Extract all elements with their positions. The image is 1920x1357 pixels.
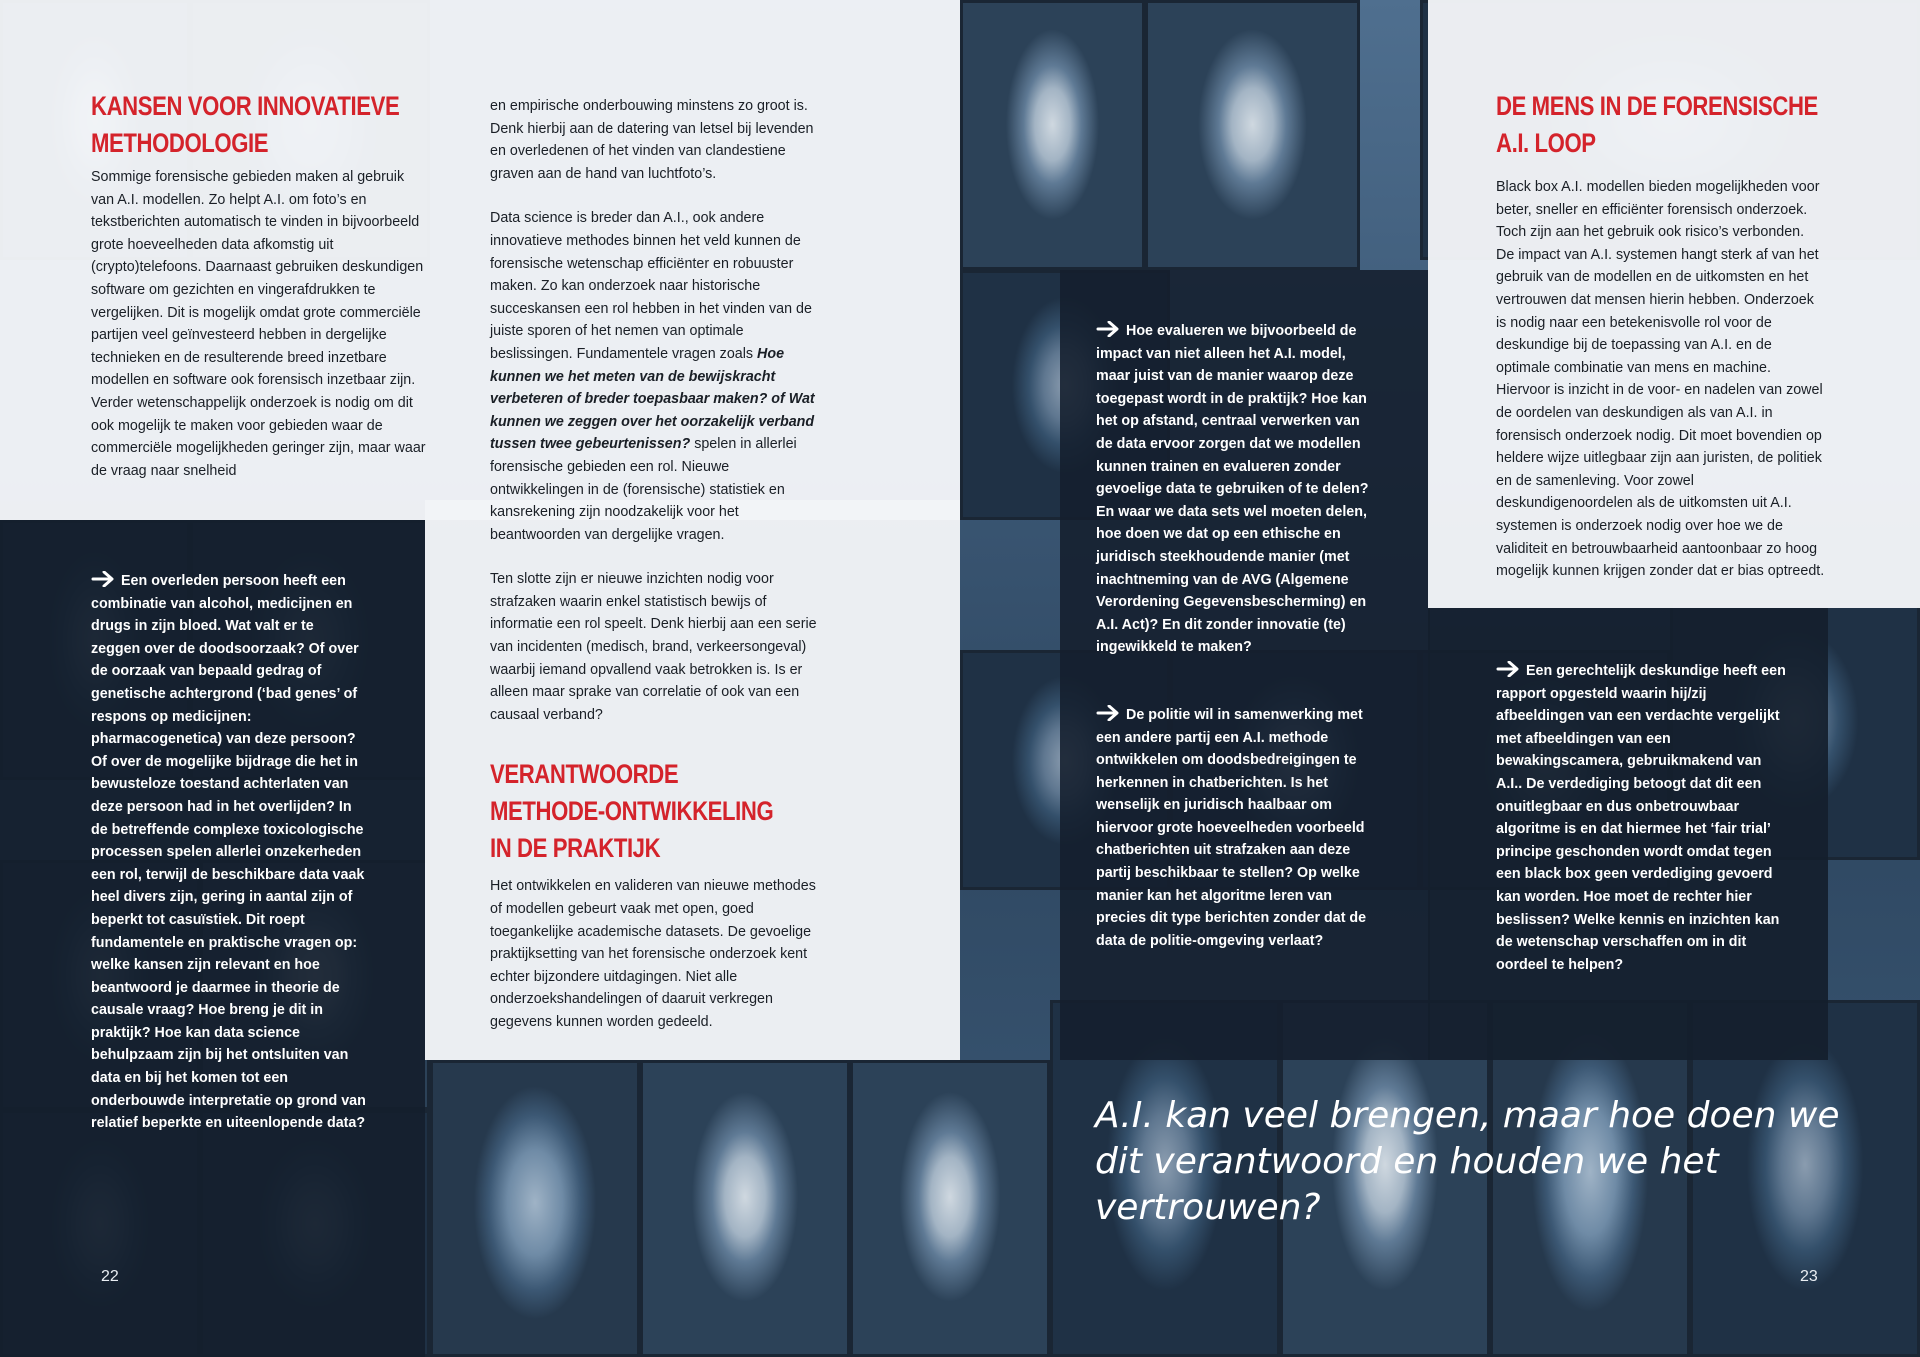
heading-kansen: KANSEN VOOR INNOVATIEVE METHODOLOGIE [91,91,400,158]
arrow-right-icon [1496,661,1522,677]
heading-de-mens: DE MENS IN DE FORENSISCHE A.I. LOOP [1496,91,1818,158]
arrow-right-icon [1096,705,1122,721]
column-1 [91,88,431,482]
right-center-cases [1096,320,1376,952]
face-tile [960,0,1145,270]
left-case-text: Een overleden persoon heeft een combinatie van alcohol, medicijnen en drugs in zijn bloed. Wat valt er te zeggen over de doodsoorzaak? Of over de oorzaak van bepaald gedrag of genetische achtergrond (‘bad genes’ of respons op medicijnen: pharmacogenetica) van deze persoon? Of over de mogelijke bijdrage die het in bewusteloze toestand achterlaten van deze persoon had in het overlijden? In de betreffende complexe toxicologische processen spelen allerlei onzekerheden een rol, terwijl de beschikbare data vaak heel divers zijn, gering in aantal zijn of beperkt tot casuïstiek. Dit roept fundamentele en praktische vragen op: welke kansen zijn relevant en hoe beantwoord je daarmee in theorie de causale vraag? Hoe breng je dit in praktijk? Hoe kan data science behulpzaam zijn bij het ontsluiten van data en bij het komen tot een onderbouwde interpretatie op grond van relatief beperkte en uiteenlopende data? [91,573,366,1132]
face-tile [640,1060,850,1357]
face-tile [850,1060,1050,1357]
column-4 [1496,88,1826,583]
heading-verantwoorde: VERANTWOORDE METHODE-ONTWIKKELING IN DE PRAKTIJK [490,759,774,864]
right-case-2-text: De politie wil in samenwerking met een andere partij een A.I. methode ontwikkelen om doodsbedreigingen te herkennen in chatberichten. Is het wenselijk en juridisch haalbaar om hiervoor grote hoeveelheden voorbeeld chatberichten uit strafzaken aan deze partij beschikbaar te stellen? Op welke manier kan het algoritme leren van precies dit type berichten zonder dat de data de politie-omgeving verlaat? [1096,706,1367,949]
column-2-para-3: Ten slotte zijn er nieuwe inzichten nodig voor strafzaken waarin enkel statistisch bewijs of informatie een rol speelt. Denk hierbij aan een serie van incidenten (medisch, brand, verkeersongeval) waarbij iemand opvallend vaak betrokken is. Is er alleen maar sprake van correlatie of ook van een causaal verband? [490,571,817,723]
column-2-para-2: Data science is breder dan A.I., ook andere innovatieve methodes binnen het veld kunnen de forensische wetenschap efficiënter en robuuster maken. Zo kan onderzoek naar historische succeskansen een rol hebben in het vinden van de juiste sporen of het nemen van optimale beslissingen. Fundamentele vragen zoals Hoe kunnen we het meten van de bewijskracht verbeteren of breder toepasbaar maken? of Wat kunnen we zeggen over het oorzakelijk verband tussen twee gebeurtenissen? spelen in allerlei forensische gebieden een rol. Nieuwe ontwikkelingen in de (forensische) statistiek en kansrekening zijn noodzakelijk voor het beantwoorden van dergelijke vragen. [490,210,815,543]
column-4-text: Black box A.I. modellen bieden mogelijkheden voor beter, sneller en efficiënter forensisch onderzoek. Toch zijn aan het gebruik ook risico’s verbonden. De impact van A.I. systemen hangt sterk af van het gebruik van de modellen en de uitkomsten en het vertrouwen dat mensen hierin hebben. Onderzoek is nodig naar een betekenisvolle rol voor de deskundige bij de toepassing van A.I. en de optimale combinatie van mens en machine. Hiervoor is inzicht in de voor- en nadelen van zowel de oordelen van deskundigen als van A.I. in forensisch onderzoek nodig. Dit moet bovendien op heldere wijze uitlegbaar zijn aan juristen, de politiek en de samenleving. Voor zowel deskundigenoordelen als de uitkomsten uit A.I. systemen is onderzoek nodig over hoe we de validiteit en betrouwbaarheid aantoonbaar zo hoog mogelijk kunnen krijgen zonder dat er bias optreedt. [1496,179,1825,580]
page-number-right: 23 [1800,1268,1818,1285]
column-2 [490,95,825,1034]
right-case-3-text: Een gerechtelijk deskundige heeft een rapport opgesteld waarin hij/zij afbeeldingen van een verdachte vergelijkt met afbeeldingen van een bewakingscamera, gebruikmakend van A.I.. De verdediging betoogt dat dit een onuitlegbaar en dus onbetrouwbaar algoritme is en dat hiermee het ‘fair trial’ principe geschonden wordt omdat tegen een black box geen verdediging gevoerd kan worden. Hoe moet de rechter hier beslissen? Welke kennis en inzichten kan de wetenschap verschaffen om in dit oordeel te helpen? [1496,663,1786,973]
research-question: Hoe kunnen we het meten van de bewijskracht verbeteren of breder toepasbaar maken? of Wat kunnen we zeggen over het oorzakelijk verband tussen twee gebeurtenissen? [490,345,815,453]
column-2-para-4: Het ontwikkelen en valideren van nieuwe methodes of modellen gebeurt vaak met open, goed toegankelijke academische datasets. De gevoelige praktijksetting van het forensische onderzoek kent echter bijzondere uitdagingen. Niet alle onderzoekshandelingen of daaruit verkregen gegevens kunnen worden gedeeld. [490,878,816,1030]
column-2-para-1: en empirische onderbouwing minstens zo groot is. Denk hierbij aan de datering van letsel bij levenden en overledenen of het vinden van clandestiene graven aan de hand van luchtfoto’s. [490,98,814,182]
right-case-3 [1496,660,1791,976]
arrow-right-icon [1096,321,1122,337]
page-number-left: 22 [101,1268,119,1285]
pull-quote: A.I. kan veel brengen, maar hoe doen we dit verantwoord en houden we het vertrouwen? [1095,1095,1840,1228]
face-tile [1145,0,1360,270]
right-case-1-text: Hoe evalueren we bijvoorbeeld de impact van niet alleen het A.I. model, maar juist van de manier waarop deze toegepast wordt in de praktijk? Hoe kan het op afstand, centraal verwerken van de data ervoor zorgen dat we modellen kunnen trainen en evalueren zonder gevoelige data te gebruiken of te delen? En waar we data sets wel moeten delen, hoe doen we dat op een ethische en juridisch steekhoudende manier (met inachtneming van de AVG (Algemene Verordening Gegevensbescherming) en A.I. Act)? En dit zonder innovatie (te) ingewikkeld te maken? [1096,323,1369,656]
column-1-text: Sommige forensische gebieden maken al gebruik van A.I. modellen. Zo helpt A.I. om foto’s en tekstberichten automatisch te vinden in bijvoorbeeld grote hoeveelheden data afkomstig uit (crypto)telefoons. Daarnaast gebruiken deskundigen software om gezichten en vingerafdrukken te vergelijken. Dit is mogelijk omdat grote commerciële partijen veel geïnvesteerd hebben in dergelijke technieken en de resulterende breed inzetbare modellen en software ook forensisch inzetbaar zijn. Verder wetenschappelijk onderzoek is nodig om dit ook mogelijk te maken voor gebieden waar de commerciële mogelijkheden geringer zijn, maar waar de vraag naar snelheid [91,169,426,479]
face-tile [430,1060,640,1357]
left-case-box [0,520,425,1357]
arrow-right-icon [91,571,117,587]
